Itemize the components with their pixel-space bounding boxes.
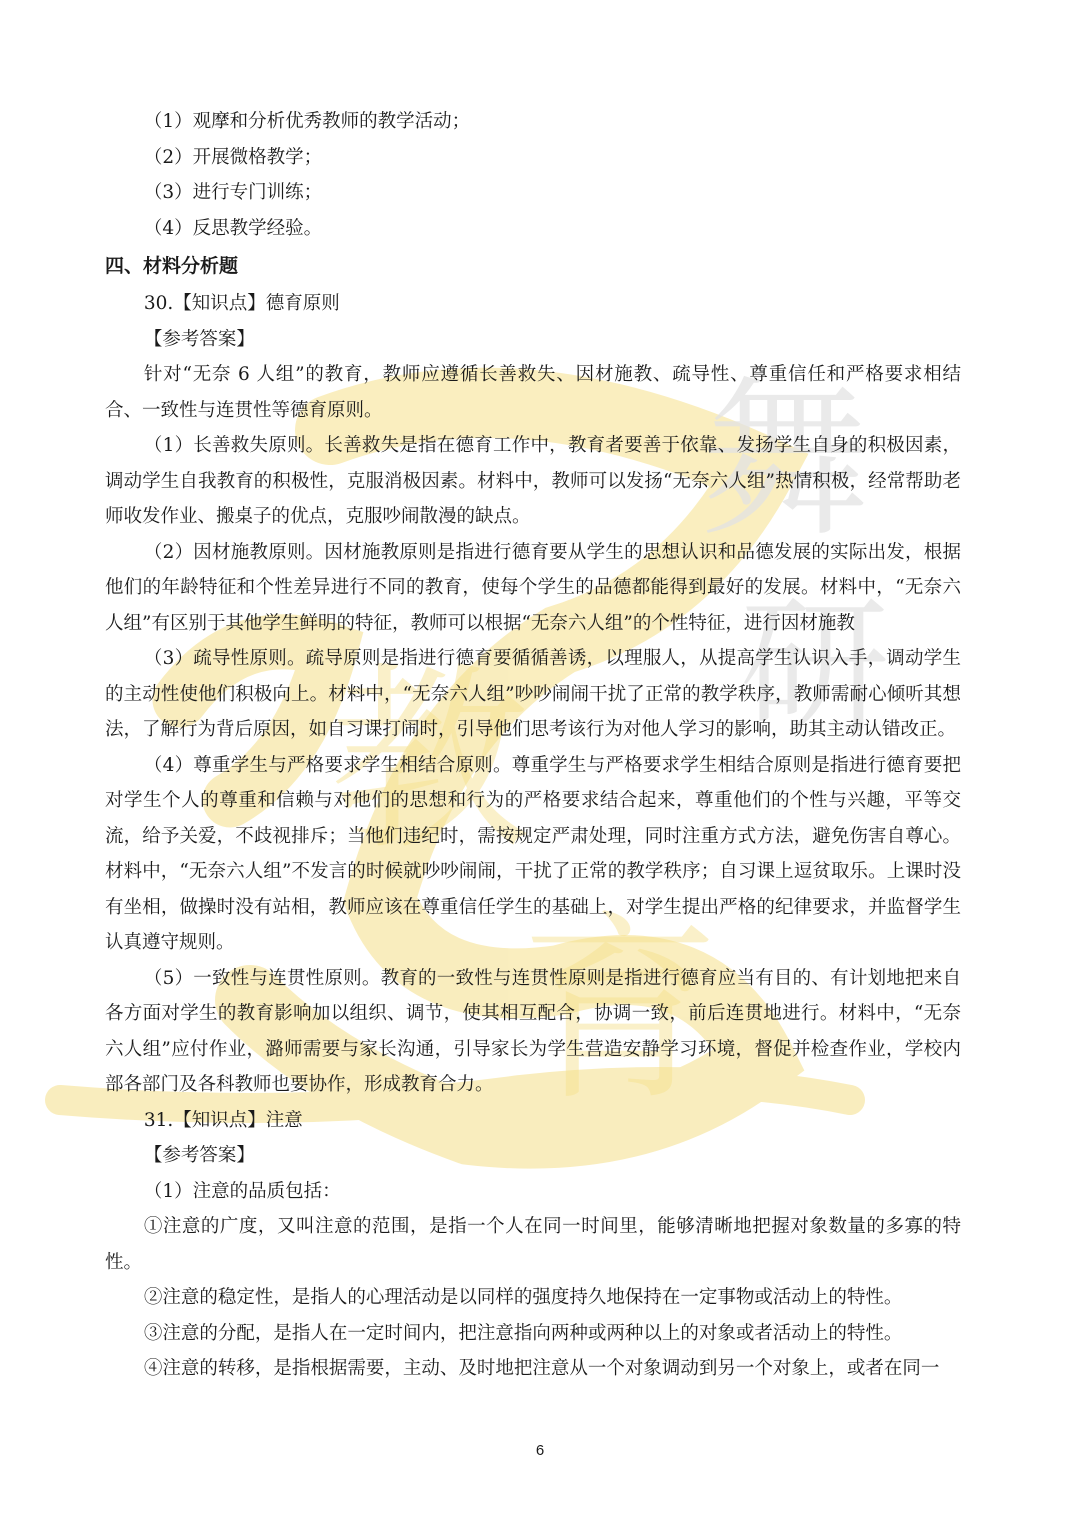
list-item: （3）进行专门训练；: [143, 182, 323, 203]
section-heading: 四、材料分析题: [105, 255, 239, 277]
paragraph: （2）因材施教原则。因材施教原则是指进行德育要从学生的思想认识和品德发展的实际出发，根据他们的年龄特征和个性差异进行不同的教育，使每个学生的品德都能得到最好的发展。材料中，“无奈六人组”有区别于其他学生鲜明的特征，教师可以根据“无奈六人组”的个性特征，进行因材施教: [105, 541, 961, 634]
paragraph: ③注意的分配，是指人在一定时间内，把注意指向两种或两种以上的对象或者活动上的特性。: [143, 1322, 903, 1344]
watermark-glyph: 舞: [700, 363, 871, 561]
paragraph: （5）一致性与连贯性原则。教育的一致性与连贯性原则是指进行德育应当有目的、有计划地把来自各方面对学生的教育影响加以组织、调节，使其相互配合，协调一致，前后连贯地进行。材料中，“无奈六人组”应付作业，潞师需要与家长沟通，引导家长为学生营造安静学习环境，督促并检查作业，学校内部各部门及各科教师也要协作，形成教育合力。: [105, 967, 961, 1095]
paragraph: （4）尊重学生与严格要求学生相结合原则。尊重学生与严格要求学生相结合原则是指进行德育要把对学生个人的尊重和信赖与对他们的思想和行为的严格要求结合起来，尊重他们的个性与兴趣，平等交流，给予关爱，不歧视排斥；当他们违纪时，需按规定严肃处理，同时注重方式方法，避免伤害自尊心。材料中，“无奈六人组”不发言的时候就吵吵闹闹，干扰了正常的教学秩序；自习课上逗贫取乐。上课时没有坐相，做操时没有站相，教师应该在尊重信任学生的基础上，对学生提出严格的纪律要求，并监督学生认真遵守规则。: [105, 754, 961, 953]
paragraph: （1）长善救失原则。长善救失是指在德育工作中，教育者要善于依靠、发扬学生自身的积极因素，调动学生自我教育的积极性，克服消极因素。材料中，教师可以发扬“无奈六人组”热情积极，经常帮助老师收发作业、搬桌子的优点，克服吵闹散漫的缺点。: [105, 435, 961, 527]
page-number: 6: [535, 1442, 545, 1459]
question-title: 31.【知识点】注意: [143, 1109, 303, 1131]
paragraph: ②注意的稳定性，是指人的心理活动是以同样的强度持久地保持在一定事物或活动上的特性。: [143, 1287, 903, 1308]
question-title: 30.【知识点】德育原则: [143, 293, 340, 314]
watermark-glyph: 教: [330, 645, 531, 878]
watermark-glyph: 研: [740, 582, 891, 756]
paragraph: （3）疏导性原则。疏导原则是指进行德育要循循善诱，以理服人，从提高学生认识入手，调动学生的主动性使他们积极向上。材料中，“无奈六人组”吵吵闹闹干扰了正常的教学秩序，教师需耐心倾听其想法，了解行为背后原因，如自习课打闹时，引导他们思考该行为对他人学习的影响，助其主动认错改正。: [105, 648, 961, 740]
watermark-glyph: 育: [520, 895, 721, 1128]
paragraph: ④注意的转移，是指根据需要，主动、及时地把注意从一个对象调动到另一个对象上，或者在同一: [143, 1358, 940, 1379]
answer-label: 【参考答案】: [143, 328, 255, 350]
list-item: （2）开展微格教学；: [143, 146, 323, 168]
list-item: （4）反思教学经验。: [143, 217, 323, 239]
document-body: [105, 104, 961, 1387]
paragraph: （1）注意的品质包括：: [143, 1180, 341, 1202]
list-item: （1）观摩和分析优秀教师的教学活动；: [143, 111, 471, 132]
paragraph: 针对“无奈 6 人组”的教育，教师应遵循长善救失、因材施教、疏导性、尊重信任和严格要求相结合、一致性与连贯性等德育原则。: [105, 364, 961, 421]
answer-label: 【参考答案】: [143, 1145, 255, 1166]
paragraph: ①注意的广度，又叫注意的范围，是指一个人在同一时间里，能够清晰地把握对象数量的多寡的特性。: [105, 1216, 961, 1273]
